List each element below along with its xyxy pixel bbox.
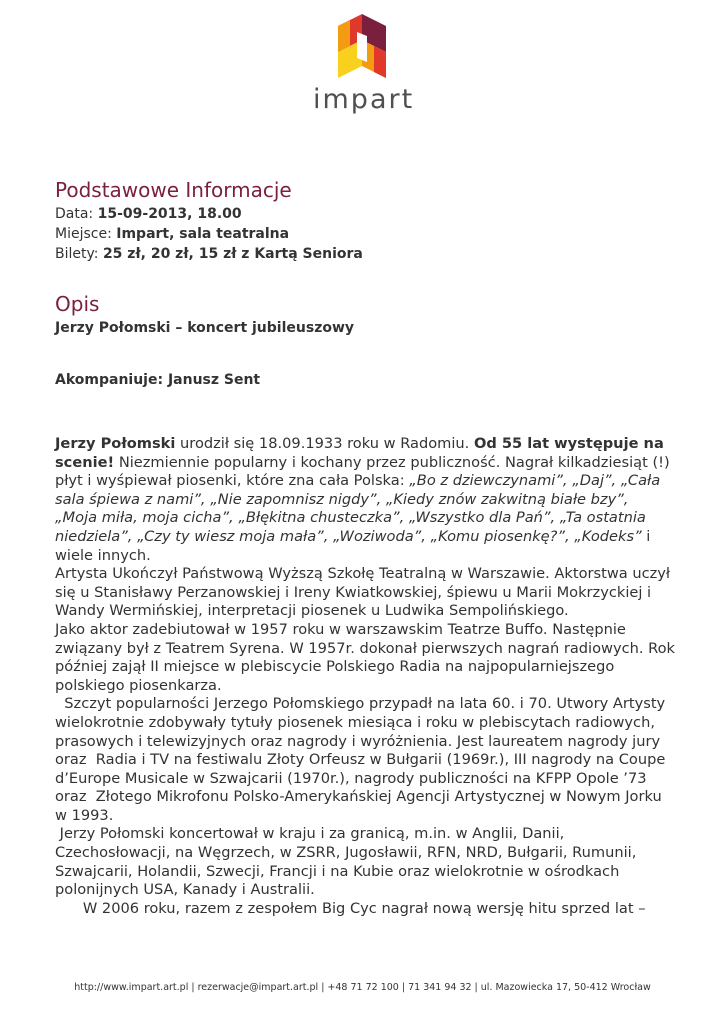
bio-paragraph-3: Jako aktor zadebiutował w 1957 roku w warszawskim Teatrze Buffo. Następnie związany był z Teatrem Syrena. W 1957r. dokonał pierwszych nagrań radiowych. Rok później zajął II miejsce w plebiscycie Polskiego Radia na najpopularniejszego polskiego piosenkarza. [55,620,676,694]
tickets-value: 25 zł, 20 zł, 15 zł z Kartą Seniora [102,246,363,262]
place-line [55,224,675,244]
bio-paragraph-1 [55,435,675,565]
bio-text-b: Niezmiennie popularny i kochany przez publiczność. Nagrał kilkadziesiąt (!) płyt i wyśpiewał piosenki, które zna cała Polska: [55,453,670,490]
logo-text: impart [313,84,415,115]
bio-name: Jerzy Połomski [55,435,176,452]
bio-paragraph-5: Jerzy Połomski koncertował w kraju i za granicą, m.in. w Anglii, Danii, Czechosłowacji, na Węgrzech, w ZSRR, Jugosławii, RFN, NRD, Bułgarii, Rumunii, Szwajcarii, Holandii, Szwecji, Francji i na Kubie oraz wielokrotnie w ośrodkach polonijnych USA, Kanady i Australii. [55,825,641,899]
bio-highlight: Od 55 lat występuje na scenie! [55,435,664,471]
place-value: Impart, sala teatralna [116,226,290,242]
bio-paragraph-6: W 2006 roku, razem z zespołem Big Cyc nagrał nową wersję hitu sprzed lat – [55,899,646,917]
bio-paragraph-4: Szczyt popularności Jerzego Połomskiego przypadł na lata 60. i 70. Utwory Artysty wielokrotnie zdobywały tytuły piosenek miesiąca i roku w plebiscytach radiowych, prasowych i telewizyjnych oraz nagrody i wyróżnienia. Jest laureatem nagrody jury oraz Radia i TV na festiwalu Złoty Orfeusz w Bułgarii (1969r.), III nagrody na Coupe d’Europe Musicale w Szwajcarii (1970r.), nagrody publiczności na KFPP Opole ’73 oraz Złotego Mikrofonu Polsko-Amerykańskiej Agencji Artystycznej w Nowym Jorku w 1993. [55,695,670,824]
bio-paragraph-2: Artysta Ukończył Państwową Wyższą Szkołę Teatralną w Warszawie. Aktorstwa uczył się u Stanisławy Perzanowskiej i Ireny Kwiatkowskiej, śpiewu u Marii Mokrzyckiej i Wandy Wermińskiej, interpretacji piosenek u Ludwika Sempolińskiego. [55,565,671,620]
place-label: Miejsce: [55,226,112,242]
bio-text [55,435,675,918]
document-content [55,176,675,918]
date-label: Data: [55,206,94,222]
logo [313,14,415,115]
concert-subtitle: Jerzy Połomski – koncert jubileuszowy [55,320,355,336]
tickets-line [55,244,675,264]
bio-text-a: urodził się 18.09.1933 roku w Radomiu. [175,435,474,452]
song-list: „Bo z dziewczynami”, „Daj”, „Cała sala śpiewa z nami”, „Nie zapomnisz nigdy”, „Kiedy znów zakwitną białe bzy”, „Moja miła, moja cicha”, „Błękitna chusteczka”, „Wszystko dla Pań”, „Ta ostatnia niedziela”, „Czy ty wiesz moja mała”, „Woziwoda”, „Komu piosenkę?”, „Kodeks” [55,472,661,545]
bio-text-c: i wiele innych. [55,527,651,564]
opis-heading: Opis [55,292,100,316]
accompany-line: Akompaniuje: Janusz Sent [55,372,261,388]
date-value: 15-09-2013, 18.00 [97,206,242,222]
date-line [55,204,675,224]
footer-contact: http://www.impart.art.pl | rezerwacje@impart.art.pl | +48 71 72 100 | 71 341 94 32 | ul. Mazowiecka 17, 50-412 Wrocław [74,982,651,993]
info-heading: Podstawowe Informacje [55,178,292,202]
tickets-label: Bilety: [55,246,99,262]
impart-hexagon-logo-icon [313,14,411,80]
